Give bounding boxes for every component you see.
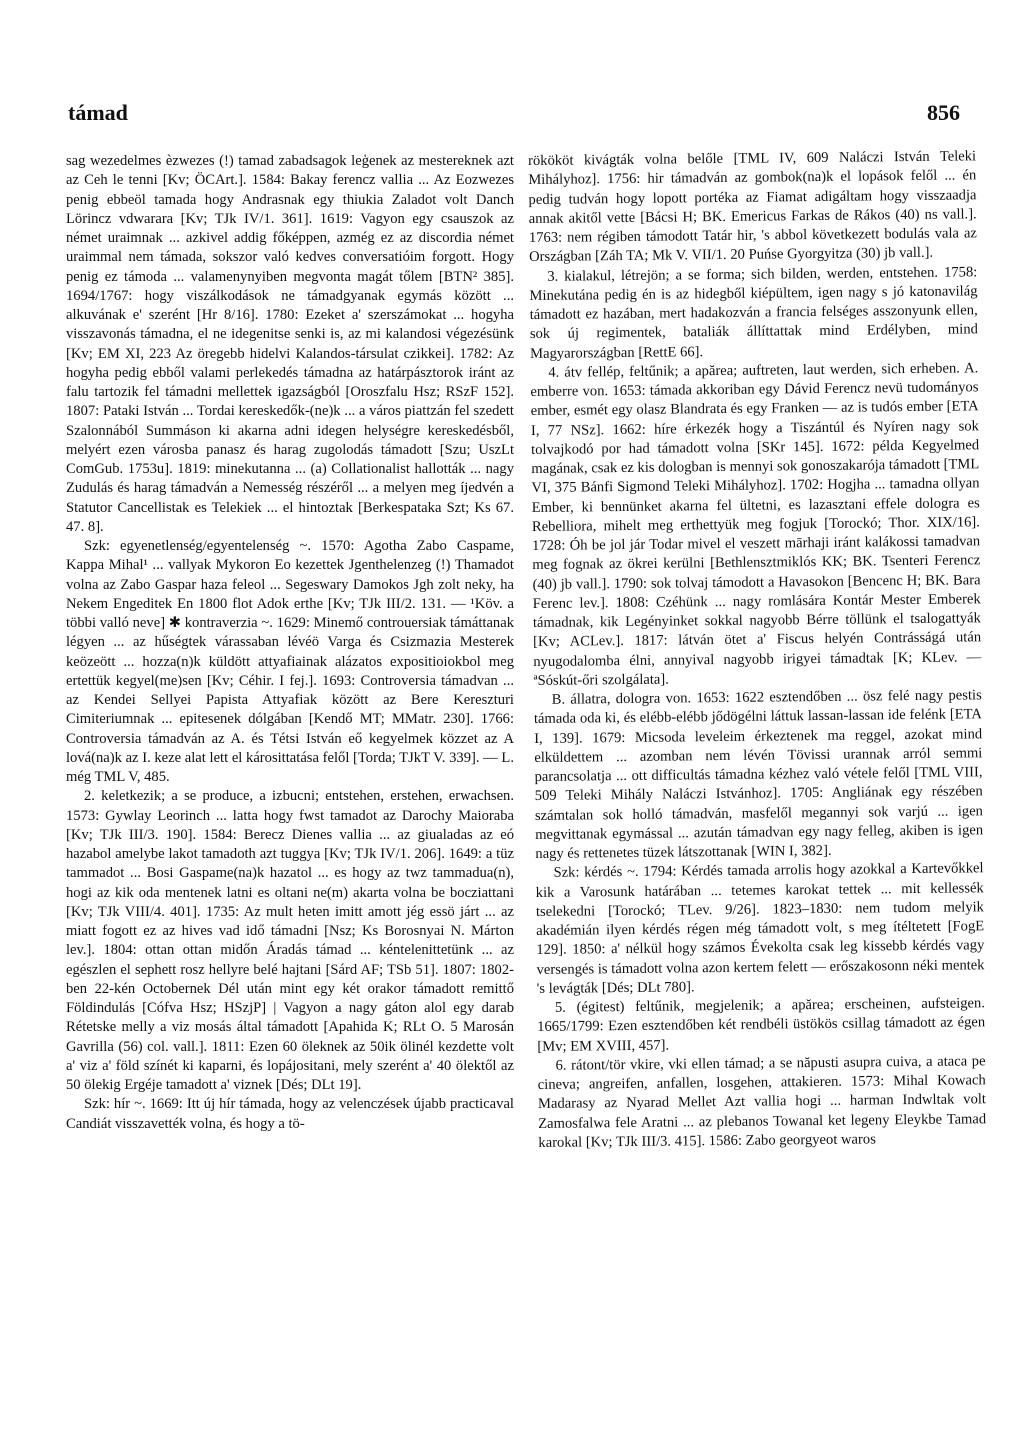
entry-paragraph: 5. (égitest) feltűnik, megjelenik; a apărea; erscheinen, aufsteigen. 1665/1799: Ezen esztendőben két rendbéli üstökös csillag támadott az égen [Mv; EM XVIII, 457]. [537,995,986,1055]
right-column [528,147,986,1153]
entry-paragraph: Szk: egyenetlenség/egyentelenség ~. 1570: Agotha Zabo Caspame, Kappa Mihal¹ ... vallyak Mykoron Eo kezettek Jgenthelenzeg (!) Thamadot volna az Zabo Gaspar haza feleol ... Segeswary Damokos Jgh zolt neky, ha Nekem Engeditek En 1800 flot Adok erthe [Kv; TJk III/2. 131. — ¹Köv. a többi valló neve] ✱ kontraverzia ~. 1629: Minemő controuersiak támáttanak légyen ... az hűségtek várassaban lévéö Varga és Csizmazia Mesterek keözeött ... hozza(n)k küldött attyafiainak alázatos expositioiokbol meg ertettük kegyel(me)sen [Kv; Céhir. I fej.]. 1693: Controversia támadvan ... az Kendei Sellyei Papista Attyafiak között az Bere Kereszturi Cimiteriumnak ... epitesenek dólgában [Kendő MT; MMatr. 230]. 1766: Controversia támadván az A. és Tétsi István eő kegyelmek közzet az A lová(na)k az I. keze alat lett el károsittatása felől [Torda; TJkT V. 339]. — L. még TML V, 485. [66,538,514,785]
running-headword: támad [68,100,128,125]
entry-paragraph: 2. keletkezik; a se produce, a izbucni; entstehen, erstehen, erwachsen. 1573: Gywlay Leorinch ... latta hogy fwst tamadot az Darochy Maioraba [Kv; TJk III/3. 190]. 1584: Berecz Dienes vallia ... az giualadas az eó hazabol amelybe lakot tamadoth azt tuggya [Kv; TJk IV/1. 206]. 1649: a tüz tammadot ... Bosi Gaspame(na)k hazatol ... es hogy az twz tammadua(n), hogi az kik oda mentenek latni es oltani ne(m) akarta volna be bocziattani [Kv; TJk VIII/4. 401]. 1735: Az mult heten imitt amott jég essö járt ... az miatt fogott ez az hives vad idő támadni [Nsz; Ks Borosnyai N. Márton lev.]. 1804: ottan ottan midőn Áradás támad ... kéntelenittetünk ... az egészlen el sephett rosz hellyre belé hajtani [Sárd AF; TSb 51]. 1807: 1802-ben 22-kén Octobernek Dél után mint egy két orakor támadott remittő Földindulás [Cófva Hsz; HSzjP] | Vagyon a nagy gáton alol egy darab Rétetske melly a viz mosás által támadott [Apahida K; RLt O. 5 Marosán Gavrilla (56) col. vall.]. 1811: Ezen 60 öleknek az 50ik ölinél kezdette volt a' viz a' föld színét ki kaparni, és lopájositani, mely szerént a' 40 ölektől az 50 ölekig Ergéje tamadott a' viznek [Dés; DLt 19]. [66,788,514,1093]
entry-paragraph: sag wezedelmes èzwezes (!) tamad zabadsagok leģenek az mestereknek azt az Ceh le tenni [Kv; ÖCArt.]. 1584: Bakay ferencz vallia ... Az Eozwezes penig ebbeöl tamada hogy Andrasnak egy thiukia Zaladot volt Danch Lörincz vdwarara [Kv; TJk IV/1. 361]. 1619: Vagyon egy csauszok az német uraimnak ... azkivel addig főképpen, azmég ez az discordia német uraimmal nem támada, sokszor való kedves conversatióim forgott. Hogy penig ez támoda ... valamenynyiben megvonta magát tőlem [BTN² 385]. 1694/1767: hogy viszálkodások ne támadgyanak egymás között ... alkuvának e' szerént [Hr 8/16]. 1780: Ezeket a' szerszámokat ... hogyha visszavonás támadna, el ne idegenitse senki is, az mi kalandosi végezésünk [Kv; EM XI, 223 Az öregebb hidelvi Kalandos-társulat czikkei]. 1782: Az hogyha pedig ebből valami perlekedés támadna az határpásztorok iránt az falu tartozik fel támadni mellettek igazságból [Oroszfalu Hsz; RSzF 152]. 1807: Pataki István ... Tordai kereskedők-(ne)k ... a város piattzán fel szedett Szalonnából Summáson ki akarna adni idegen helységre kereskedésből, melyért ezen városba panasz és harag zugolodás támadott [Szu; UszLt ComGub. 1753u]. 1819: minekutanna ... (a) Collationalist hallották ... nagy Zudulás és harag támadván a Nemesség részéről ... a melyen meg íjedvén a Statutor Cancellistak es Telekiek ... el hintoztak [Berkespataka Szt; Ks 67. 47. 8]. [66,153,514,535]
entry-paragraph: B. állatra, dologra von. 1653: 1622 esztendőben ... ösz felé nagy pestis támada oda ki, és elébb-elébb jődögélni láttuk lassan-lassan ide felénk [ETA I, 139]. 1679: Micsoda leveleim érkeztenek ma reggel, azokat mind elküldettem ... azomban nem lévén Tövissi urannak arról semmi parancsolatja ... ott difficultás támadna kézhez való vétele felől [TML VIII, 509 Teleki Mihály Naláczi Istvánhoz]. 1705: Angliának egy részében számtalan sok holló támadván, masfelől megannyi sok varjú ... igen megvittanak egymással ... azután támadvan egy nagy felleg, akiben is igen nagy és rettenetes tüzek látszottanak [WIN I, 382]. [533,687,984,862]
entry-paragraph: 3. kialakul, létrejön; a se forma; sich bilden, werden, entstehen. 1758: Minekutána pedig én is az hidegből kiépültem, igen nagy s jó katonavilág támadott ez hazában, mert hadakozván a francia felséges asszonyunk ellen, sok új regimentek, bataliák állíttattak mind Erdélyben, mind Magyarországban [RettE 66]. [529,263,978,362]
left-column [66,152,514,1134]
entry-paragraph: 6. rátont/tör vkire, vki ellen támad; a se năpusti asupra cuiva, a ataca pe cineva; angreifen, anfallen, losgehen, attakieren. 1573: Mihal Kowach Madarasy az Nyarad Mellet Azt vallia hogi ... harman Indwltak volt Zamosfalwa fele Aratni ... az plebanos Towanal ket legeny Eleykbe Tamad karokal [Kv; TJk III/3. 415]. 1586: Zabo georgyeot waros [537,1053,987,1151]
entry-paragraph: Szk: kérdés ~. 1794: Kérdés tamada arrolis hogy azokkal a Kartevőkkel kik a Varosunk határában ... tetemes karokat tettek ... mit kellessék tselekedni [Torockó; TLev. 9/26]. 1823–1830: nem tudom melyik akadémián ilyen kérdés régen még támadott volt, s meg ítéltetett [FogE 129]. 1850: a' nélkül hogy számos Évekolta csak leg kissebb kérdés vagy versengés is támadott volna azon kertem felett — erőszakosonn néki mentek 's levágták [Dés; DLt 780]. [535,860,985,997]
page-number: 856 [927,100,960,125]
entry-paragraph: Szk: hír ~. 1669: Itt új hír támada, hogy az velenczések újabb practicaval Candiát visszavették volna, és hogy a tö- [66,1096,514,1132]
entry-paragraph: rökököt kivágták volna belőle [TML IV, 609 Naláczi István Teleki Mihályhoz]. 1756: hir támadván az gombok(na)k el lopások felől ... én pedig tudván hogy lopott portéka az Fiamat adigáltam hogy visszaadja annak akitől vette [Bácsi H; BK. Emericus Farkas de Rákos (40) ns vall.]. 1763: nem régiben támodott Tatár hir, 's abbol következett bodulás vala az Országban [Záh TA; Mk V. VII/1. 20 Puńse Gyorgyitza (30) jb vall.]. [528,148,977,266]
entry-paragraph: 4. átv fellép, feltűnik; a apărea; auftreten, laut werden, sich erheben. A. emberre von. 1653: támada akkoriban egy Dávid Ferencz nevü tudományos ember, esmét egy olasz Blandrata és egy Franken — az is tudós ember [ETA I, 77 NSz]. 1662: híre érkezék hogy a Tiszántúl és Nyíren nagy sok tolvajkodó por had támadott volna [SKr 145]. 1672: példa Kegyelmed magának, csak ez kis dologban is mennyi sok gonoszakarója támadott [TML VI, 375 Bánfi Sigmond Teleki Mihályhoz]. 1702: Hogjha ... tamadna ollyan Ember, ki bennünket akarna fel ültetni, es lazasztani effele dologra es Rebelliora, mihelt meg erthettyük meg fogjuk [Torockó; Thor. XIX/16]. 1728: Óh be jol jár Todar mivel el veszett mārhaji iránt kalákossi tamadvan meg fognak az ökrei kerülni [Bethlensztmiklós KK; BK. Tsenteri Ferencz (40) jb vall.]. 1790: sok tolvaj támodott a Havasokon [Bencenc H; BK. Bara Ferenc lev.]. 1808: Czéhünk ... nagy romlására Kontár Mester Emberek támadnak, kik Legényinket sokkal nagyobb Bérre töllünk el tsalogattyák [Kv; ACLev.]. 1817: látván ötet a' Fiscus helyén Contrásságá után nyugodalomba élni, annyival nagyobb irigyei támadtak [K; KLev. — ªSóskút-őri szolgálata]. [530,360,982,689]
